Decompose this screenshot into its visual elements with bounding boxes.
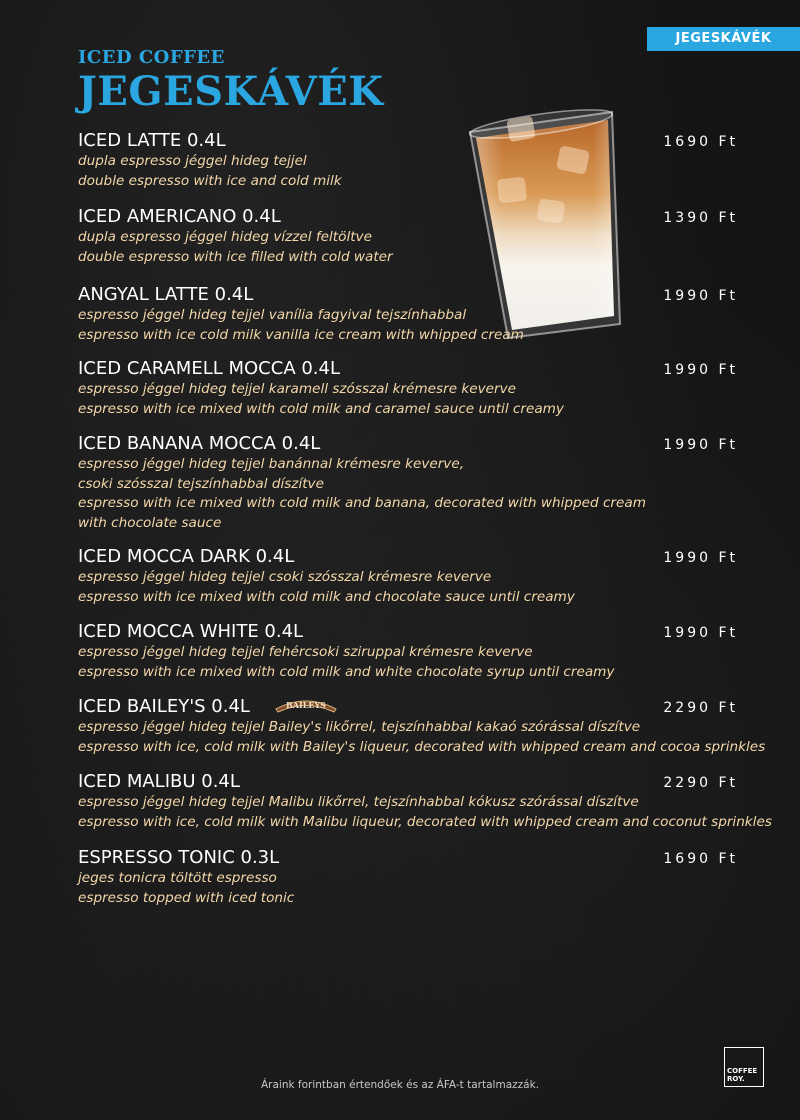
item-desc-hu: espresso jéggel hideg tejjel csoki szósszal krémesre keverve <box>78 569 492 585</box>
footer-note: Áraink forintban értendőek és az ÁFA-t tartalmazzák. <box>261 1079 539 1091</box>
page-title: JEGESKÁVÉK <box>78 68 384 115</box>
menu-item <box>78 130 342 191</box>
item-name: ANGYAL LATTE 0.4L <box>78 284 254 305</box>
item-name: ICED MOCCA WHITE 0.4L <box>78 621 304 642</box>
item-price: 1390 Ft <box>663 210 738 226</box>
item-desc-hu: espresso jéggel hideg tejjel karamell szósszal krémesre keverve <box>78 381 517 397</box>
item-desc-en: double espresso with ice and cold milk <box>78 172 342 189</box>
item-price: 2290 Ft <box>663 700 738 716</box>
svg-text:BAILEYS: BAILEYS <box>285 700 326 710</box>
item-desc-hu: dupla espresso jéggel hideg tejjel <box>78 153 307 169</box>
item-desc-en: espresso with ice, cold milk with Bailey's liqueur, decorated with whipped cream and cocoa sprinkles <box>78 738 766 755</box>
item-desc-en: espresso with ice mixed with cold milk and caramel sauce until creamy <box>78 400 564 417</box>
item-desc-hu: espresso jéggel hideg tejjel fehércsoki sziruppal krémesre keverve <box>78 644 533 660</box>
item-desc-en: espresso with ice mixed with cold milk and chocolate sauce until creamy <box>78 588 575 605</box>
menu-item <box>78 358 564 419</box>
item-desc-hu: espresso jéggel hideg tejjel Malibu likőrrel, tejszínhabbal kókusz szórással díszítve <box>78 794 639 810</box>
menu-item <box>78 546 575 607</box>
item-name: ICED LATTE 0.4L <box>78 130 226 151</box>
item-price: 1990 Ft <box>663 288 738 304</box>
item-desc-hu: espresso jéggel hideg tejjel Bailey's likőrrel, tejszínhabbal kakaó szórással díszítve <box>78 719 641 735</box>
item-desc-en: espresso topped with iced tonic <box>78 889 295 906</box>
item-price: 1690 Ft <box>663 134 738 150</box>
item-price: 2290 Ft <box>663 775 738 791</box>
item-price: 1990 Ft <box>663 437 738 453</box>
item-name: ICED CARAMELL MOCCA 0.4L <box>78 358 341 379</box>
item-desc-hu: dupla espresso jéggel hideg vízzel feltöltve <box>78 229 372 245</box>
menu-item <box>78 433 646 533</box>
item-desc-en: espresso with ice cold milk vanilla ice cream with whipped cream <box>78 326 524 343</box>
menu-item <box>78 284 524 345</box>
item-desc-hu-2: csoki szósszal tejszínhabbal díszítve <box>78 475 324 492</box>
item-desc-en: espresso with ice mixed with cold milk and white chocolate syrup until creamy <box>78 663 615 680</box>
item-desc-en-2: with chocolate sauce <box>78 514 222 531</box>
item-desc-hu: espresso jéggel hideg tejjel vanília fagyival tejszínhabbal <box>78 307 467 323</box>
title-english: ICED COFFEE <box>78 47 225 68</box>
item-name: ICED MALIBU 0.4L <box>78 771 240 792</box>
item-name: ESPRESSO TONIC 0.3L <box>78 847 280 868</box>
item-name: ICED BANANA MOCCA 0.4L <box>78 433 321 454</box>
menu-item <box>78 847 294 908</box>
item-name: ICED BAILEY'S 0.4L <box>78 696 250 717</box>
menu-item <box>78 206 393 267</box>
item-price: 1990 Ft <box>663 362 738 378</box>
item-desc-hu: jeges tonicra töltött espresso <box>78 870 277 886</box>
brand-logo-text: COFFEE ROY. <box>727 1067 758 1083</box>
item-price: 1690 Ft <box>663 851 738 867</box>
item-desc-hu: espresso jéggel hideg tejjel banánnal krémesre keverve, <box>78 456 465 472</box>
item-name: ICED AMERICANO 0.4L <box>78 206 281 227</box>
menu-item <box>78 621 614 682</box>
item-name: ICED MOCCA DARK 0.4L <box>78 546 295 567</box>
item-price: 1990 Ft <box>663 625 738 641</box>
item-desc-en: espresso with ice mixed with cold milk and banana, decorated with whipped cream <box>78 495 646 511</box>
item-desc-en: espresso with ice, cold milk with Malibu liqueur, decorated with whipped cream and coconut sprinkles <box>78 813 772 830</box>
section-tab: JEGESKÁVÉK <box>647 27 800 51</box>
item-price: 1990 Ft <box>663 550 738 566</box>
item-desc-en: double espresso with ice filled with cold water <box>78 248 393 265</box>
baileys-logo-icon <box>274 695 338 713</box>
